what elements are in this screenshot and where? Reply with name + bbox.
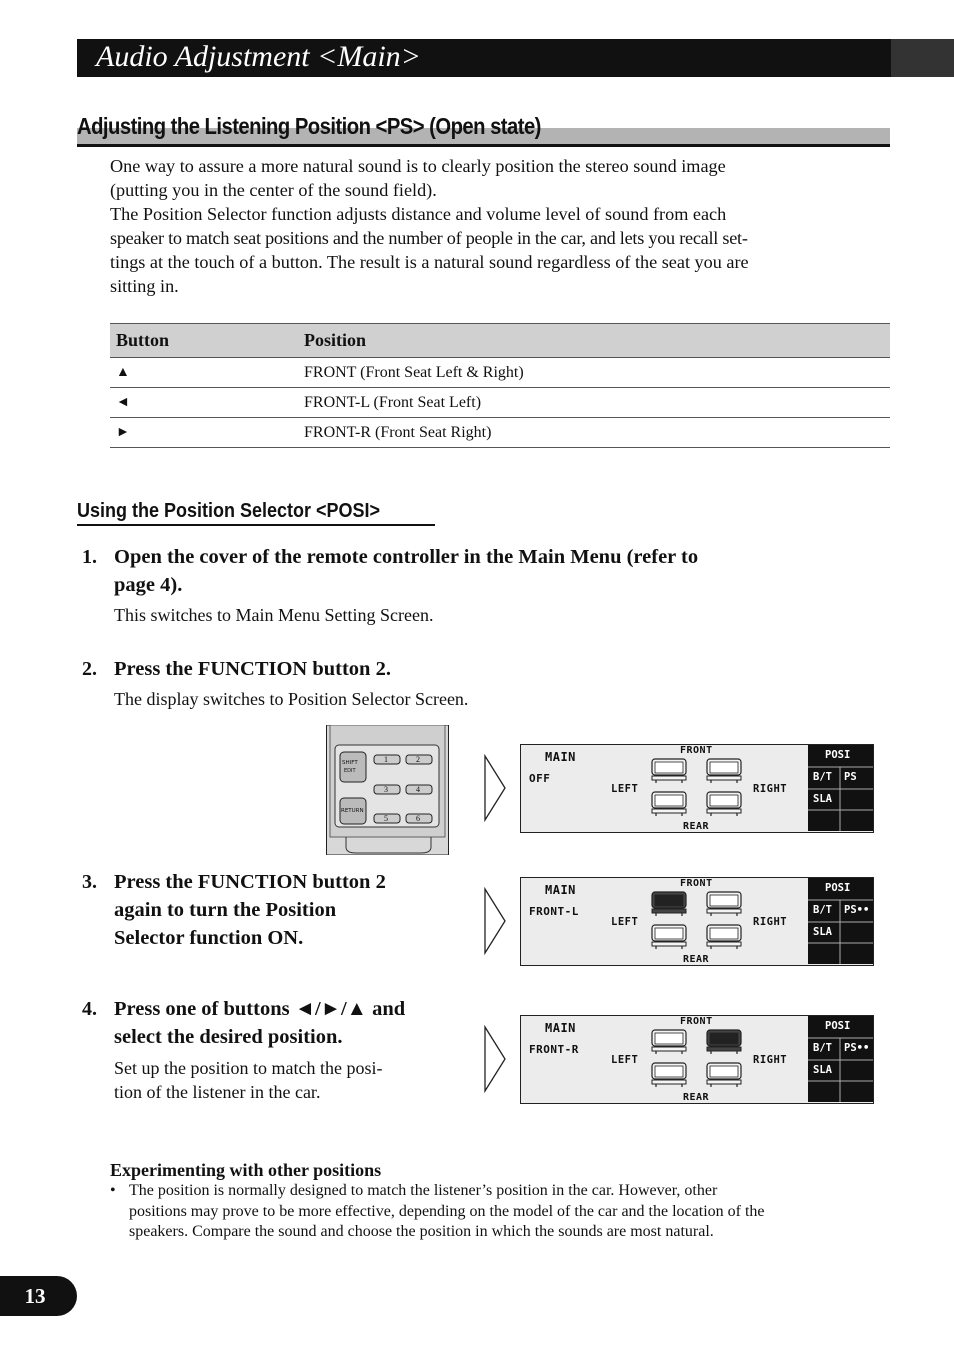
step-number: 3.: [82, 871, 97, 893]
footnote-title: Experimenting with other positions: [110, 1160, 382, 1180]
table-cell-position: FRONT-L (Front Seat Left): [298, 388, 890, 418]
lcd-menu-ps: PS••: [844, 1042, 870, 1054]
lcd-main-label: MAIN: [545, 883, 576, 897]
seat-icon: [651, 1029, 687, 1055]
lcd-front-label: FRONT: [680, 745, 713, 756]
lcd-menu-posi: POSI: [825, 1020, 851, 1032]
step-text: [114, 543, 698, 599]
subsection-title: Using the Position Selector <POSI>: [77, 500, 381, 522]
section-title: Adjusting the Listening Position <PS> (Open state): [77, 113, 541, 139]
intro-line: sitting in.: [110, 276, 179, 296]
intro-paragraph: [110, 154, 870, 298]
lcd-menu-bt: B/T: [813, 904, 832, 916]
lcd-menu-ps: PS••: [844, 904, 870, 916]
remote-controller-illustration: [326, 725, 449, 855]
lcd-menu-sla: SLA: [813, 1064, 832, 1076]
step-line: page 4).: [114, 574, 183, 596]
lcd-mode-label: OFF: [529, 772, 551, 785]
step-number: 4.: [82, 998, 97, 1020]
lcd-front-label: FRONT: [680, 1016, 713, 1027]
step-line: Selector function ON.: [114, 927, 304, 949]
position-table: [110, 323, 890, 448]
intro-line: (putting you in the center of the sound field).: [110, 180, 437, 200]
intro-line: tings at the touch of a button. The result is a natural sound regardless of the seat you are: [110, 252, 749, 272]
shift-label: SHIFT: [342, 760, 358, 766]
remote-button-5: 5: [384, 814, 388, 823]
lcd-main-label: MAIN: [545, 1021, 576, 1035]
footnote-line: The position is normally designed to match the listener’s position in the car. However, other: [129, 1182, 718, 1199]
step-description: This switches to Main Menu Setting Screen.: [114, 605, 434, 625]
seat-icon: [706, 1029, 742, 1055]
step-desc-line: Set up the position to match the posi-: [114, 1058, 383, 1078]
subsection-rule: [77, 524, 435, 526]
chevron-right-icon: [483, 754, 507, 822]
remote-button-3: 3: [384, 785, 388, 794]
lcd-menu-grid: [808, 745, 873, 831]
seat-icon: [651, 1062, 687, 1088]
page-title: Audio Adjustment <Main>: [96, 40, 421, 73]
table-header-position: Position: [298, 324, 890, 358]
lcd-left-label: LEFT: [611, 916, 639, 928]
seat-icon: [706, 1062, 742, 1088]
seat-icon: [706, 758, 742, 784]
lcd-menu-posi: POSI: [825, 882, 851, 894]
step-number: 2.: [82, 658, 97, 680]
lcd-rear-label: REAR: [683, 954, 710, 965]
lcd-right-label: RIGHT: [753, 916, 788, 928]
lcd-main-label: MAIN: [545, 750, 576, 764]
edit-label: EDIT: [344, 768, 356, 774]
lcd-front-label: FRONT: [680, 878, 713, 889]
bullet-marker: •: [110, 1182, 116, 1199]
table-header-button: Button: [110, 324, 298, 358]
step-line: Press one of buttons ◄/►/▲ and: [114, 998, 406, 1020]
chevron-right-icon: [483, 1025, 507, 1093]
lcd-menu-bt: B/T: [813, 1042, 832, 1054]
step-desc-line: tion of the listener in the car.: [114, 1082, 321, 1102]
seat-icon: [706, 791, 742, 817]
lcd-menu-grid: [808, 878, 873, 964]
step-number: 1.: [82, 546, 97, 568]
header-tab: [891, 39, 954, 77]
lcd-left-label: LEFT: [611, 783, 639, 795]
lcd-left-label: LEFT: [611, 1054, 639, 1066]
seat-icon: [706, 924, 742, 950]
lcd-menu-sla: SLA: [813, 926, 832, 938]
seat-icon: [651, 758, 687, 784]
seat-icon: [651, 924, 687, 950]
lcd-display-panel: [520, 1015, 874, 1104]
lcd-right-label: RIGHT: [753, 783, 788, 795]
step-description: [114, 1056, 382, 1104]
table-cell-button: ▲: [110, 358, 298, 388]
remote-button-6: 6: [416, 814, 420, 823]
section-heading-rule: [77, 144, 890, 147]
lcd-menu-bt: B/T: [813, 771, 832, 783]
remote-button-1: 1: [384, 755, 388, 764]
lcd-rear-label: REAR: [683, 821, 710, 832]
lcd-right-label: RIGHT: [753, 1054, 788, 1066]
lcd-menu-sla: SLA: [813, 793, 832, 805]
table-cell-button: ◄: [110, 388, 298, 418]
seat-icon: [651, 791, 687, 817]
return-label: RETURN: [341, 808, 364, 814]
intro-line: One way to assure a more natural sound is to clearly position the stereo sound image: [110, 156, 726, 176]
step-line: select the desired position.: [114, 1026, 343, 1048]
remote-button-2: 2: [416, 755, 420, 764]
footnote-line: speakers. Compare the sound and choose the position in which the sounds are most natural.: [129, 1223, 714, 1240]
step-text: Press the FUNCTION button 2.: [114, 658, 391, 680]
lcd-mode-label: FRONT-L: [529, 905, 579, 918]
table-cell-position: FRONT (Front Seat Left & Right): [298, 358, 890, 388]
lcd-display-panel: [520, 877, 874, 966]
table-header-row: [110, 324, 890, 358]
step-text: [114, 868, 386, 952]
table-cell-button: ►: [110, 418, 298, 448]
lcd-display-panel: [520, 744, 874, 833]
table-row: [110, 358, 890, 388]
step-description: The display switches to Position Selector Screen.: [114, 689, 469, 709]
remote-button-4: 4: [416, 785, 420, 794]
table-row: [110, 388, 890, 418]
seat-icon: [706, 891, 742, 917]
chevron-right-icon: [483, 887, 507, 955]
table-cell-position: FRONT-R (Front Seat Right): [298, 418, 890, 448]
lcd-menu-grid: [808, 1016, 873, 1102]
table-row: [110, 418, 890, 448]
lcd-rear-label: REAR: [683, 1092, 710, 1103]
intro-line: The Position Selector function adjusts distance and volume level of sound from each: [110, 204, 727, 224]
lcd-mode-label: FRONT-R: [529, 1043, 579, 1056]
lcd-menu-posi: POSI: [825, 749, 851, 761]
step-line: again to turn the Position: [114, 899, 337, 921]
intro-line: speaker to match seat positions and the number of people in the car, and lets you recall set-: [110, 228, 748, 248]
footnote-text: [129, 1181, 869, 1243]
page-number: 13: [24, 1284, 46, 1308]
step-text: [114, 995, 405, 1051]
step-line: Open the cover of the remote controller in the Main Menu (refer to: [114, 546, 699, 568]
footnote-line: positions may prove to be more effective, depending on the model of the car and the location of the: [129, 1202, 765, 1220]
step-line: Press the FUNCTION button 2: [114, 871, 386, 893]
lcd-menu-ps: PS: [844, 771, 857, 783]
seat-icon: [651, 891, 687, 917]
